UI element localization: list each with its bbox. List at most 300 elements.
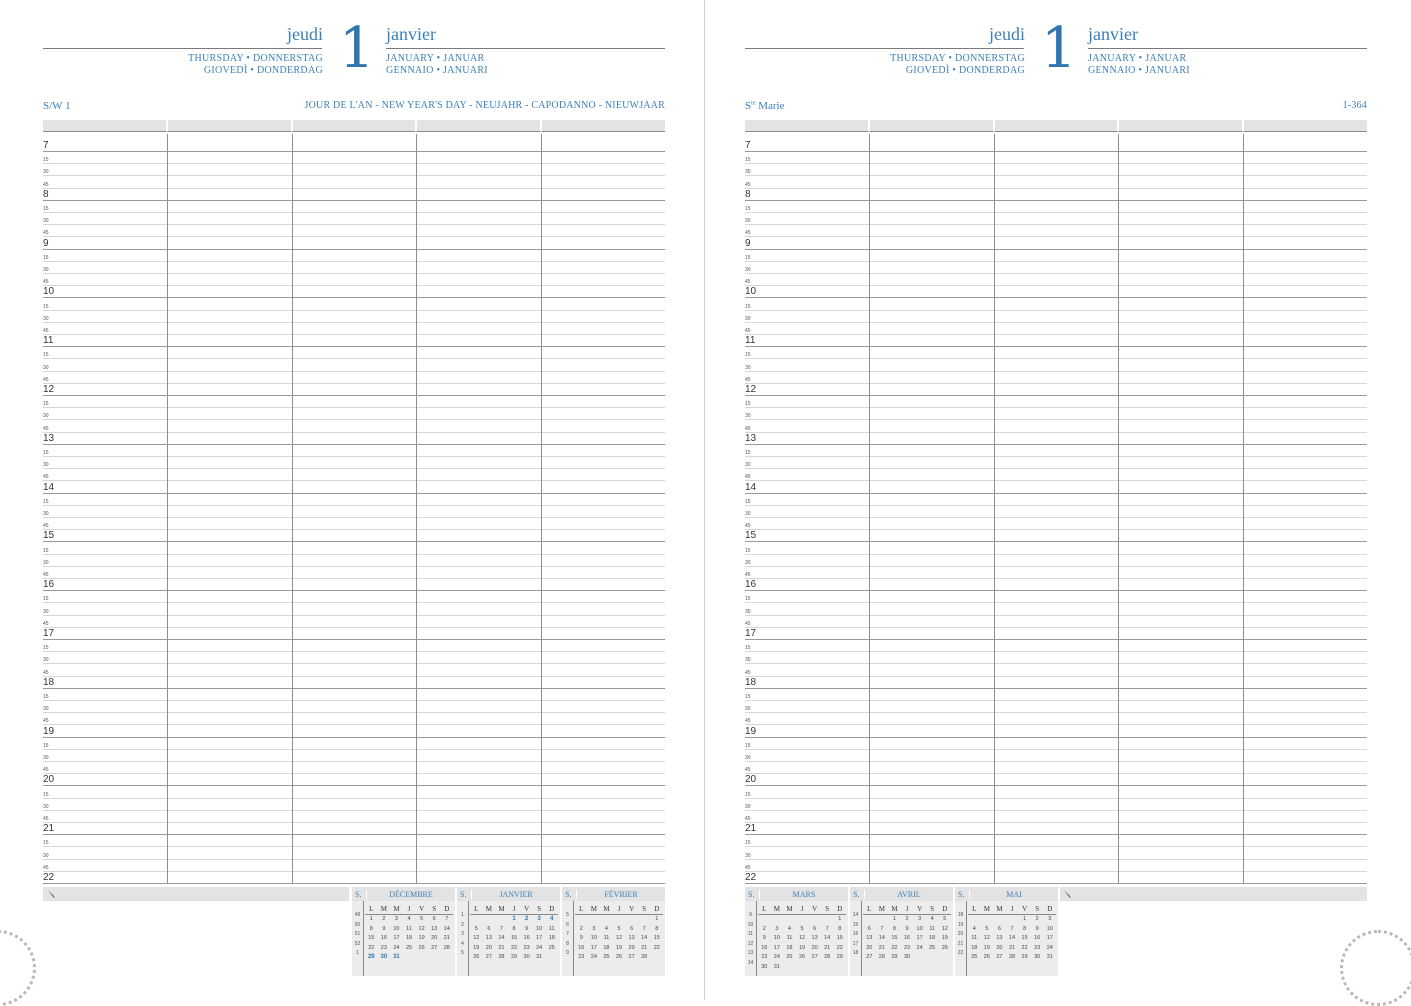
calendar-day[interactable] xyxy=(758,915,771,925)
quarter-label: 45 xyxy=(43,620,49,627)
calendar-day[interactable]: 12 xyxy=(615,935,623,941)
calendar-day[interactable]: 23 xyxy=(578,954,585,960)
calendar-day[interactable]: 17 xyxy=(590,944,597,951)
calendar-day[interactable]: 30 xyxy=(380,954,388,960)
calendar-day[interactable]: 23 xyxy=(380,944,387,951)
quarter-line xyxy=(745,676,1367,677)
calendar-day[interactable]: 2 xyxy=(1035,916,1039,922)
quarter-line xyxy=(43,163,665,164)
weekday-label: D xyxy=(1047,905,1053,913)
calendar-day[interactable]: 1 xyxy=(512,916,516,922)
calendar-day[interactable]: 30 xyxy=(523,954,530,960)
calendar-day[interactable]: 4 xyxy=(787,925,791,932)
calendar-day[interactable]: 28 xyxy=(641,954,648,960)
calendar-day[interactable]: 22 xyxy=(510,944,518,951)
hour-label: 10 xyxy=(43,286,55,298)
calendar-day[interactable]: 16 xyxy=(903,935,911,941)
calendar-day[interactable]: 15 xyxy=(653,935,660,941)
calendar-day[interactable]: 5 xyxy=(617,925,621,932)
calendar-day[interactable]: 21 xyxy=(1008,944,1016,951)
quarter-label: 45 xyxy=(745,328,751,334)
calendar-day[interactable]: 12 xyxy=(941,925,948,932)
calendar-day[interactable]: 5 xyxy=(985,925,989,932)
calendar-day[interactable]: 18 xyxy=(786,944,793,951)
quarter-label: 30 xyxy=(745,852,751,859)
calendar-day[interactable]: 19 xyxy=(798,944,806,951)
calendar-day[interactable]: 13 xyxy=(996,935,1003,941)
calendar-day[interactable]: 18 xyxy=(929,935,936,941)
hour-label: 7 xyxy=(43,140,49,151)
calendar-day[interactable]: 5 xyxy=(943,916,947,922)
calendar-day[interactable] xyxy=(415,953,428,963)
quarter-label: 45 xyxy=(745,474,751,481)
calendar-day[interactable]: 4 xyxy=(604,925,608,932)
calendar-day[interactable]: 12 xyxy=(798,935,806,941)
calendar-day[interactable]: 19 xyxy=(615,944,623,951)
calendar-day[interactable]: 3 xyxy=(775,925,779,932)
calendar-day[interactable]: 27 xyxy=(866,954,873,960)
calendar-day[interactable]: 27 xyxy=(628,954,635,960)
calendar-day[interactable]: 18 xyxy=(548,935,555,941)
calendar-day[interactable]: 10 xyxy=(1046,925,1053,932)
header-rule-right xyxy=(1088,48,1367,49)
calendar-day[interactable]: 28 xyxy=(498,954,505,960)
calendar-day[interactable]: 13 xyxy=(866,935,873,941)
calendar-day[interactable]: 25 xyxy=(786,954,793,960)
column-header xyxy=(1242,120,1367,132)
calendar-day[interactable]: 27 xyxy=(811,954,818,960)
quarter-label: 30 xyxy=(43,364,49,371)
calendar-day[interactable]: 10 xyxy=(393,925,400,932)
calendar-day[interactable] xyxy=(771,915,784,925)
column-divider xyxy=(869,134,870,884)
calendar-day[interactable]: 31 xyxy=(393,954,400,960)
calendar-day[interactable] xyxy=(808,915,821,925)
column-header xyxy=(291,120,416,132)
calendar-day[interactable]: 21 xyxy=(824,944,831,951)
quarter-line xyxy=(745,822,1367,823)
quarter-label: 30 xyxy=(43,608,49,615)
week-separator xyxy=(468,901,469,976)
hour-line xyxy=(745,590,1367,591)
calendar-day[interactable]: 30 xyxy=(1034,954,1041,960)
calendar-day[interactable]: 9 xyxy=(525,925,529,932)
calendar-day[interactable]: 6 xyxy=(997,925,1001,932)
calendar-day[interactable]: 29 xyxy=(367,954,375,960)
calendar-day[interactable] xyxy=(588,915,601,925)
calendar-day[interactable]: 18 xyxy=(405,935,413,941)
calendar-day[interactable]: 3 xyxy=(1048,916,1052,922)
calendar-day[interactable]: 10 xyxy=(536,925,543,932)
calendar-day[interactable]: 25 xyxy=(603,954,610,960)
quarter-line xyxy=(43,651,665,652)
calendar-day[interactable]: 1 xyxy=(655,916,659,922)
quarter-line xyxy=(43,578,665,579)
hour-label: 22 xyxy=(745,872,757,883)
calendar-day[interactable]: 4 xyxy=(407,916,411,922)
calendar-day[interactable]: 1 xyxy=(892,916,896,922)
calendar-day[interactable]: 6 xyxy=(432,916,436,922)
calendar-day[interactable]: 9 xyxy=(762,935,766,941)
calendar-day[interactable] xyxy=(495,915,508,925)
calendar-day[interactable]: 14 xyxy=(878,935,885,941)
quarter-line xyxy=(43,432,665,433)
calendar-day[interactable]: 7 xyxy=(825,925,829,932)
calendar-day[interactable] xyxy=(613,915,626,925)
quarter-label: 30 xyxy=(43,803,49,810)
schedule-grid[interactable] xyxy=(43,134,665,884)
calendar-day[interactable]: 5 xyxy=(800,925,804,932)
calendar-day[interactable]: 19 xyxy=(473,944,480,951)
calendar-day[interactable]: 13 xyxy=(431,925,438,932)
calendar-day[interactable] xyxy=(938,953,951,963)
quarter-label: 30 xyxy=(745,803,751,810)
calendar-day[interactable] xyxy=(428,953,441,963)
hour-line xyxy=(43,688,665,689)
calendar-day[interactable]: 11 xyxy=(603,935,610,941)
quarter-line xyxy=(43,712,665,713)
calendar-day[interactable]: 1 xyxy=(369,916,373,922)
calendar-day[interactable]: 31 xyxy=(536,954,543,960)
quarter-line xyxy=(745,188,1367,189)
pen-icon xyxy=(47,889,57,899)
calendar-day[interactable]: 13 xyxy=(811,935,818,941)
calendar-day[interactable]: 16 xyxy=(1034,935,1041,941)
calendar-day[interactable]: 31 xyxy=(1046,954,1053,960)
calendar-day[interactable]: 26 xyxy=(615,954,623,960)
calendar-day[interactable] xyxy=(833,963,846,973)
calendar-day[interactable]: 2 xyxy=(762,925,766,932)
quarter-line xyxy=(745,419,1367,420)
calendar-day[interactable]: 24 xyxy=(590,954,597,960)
calendar-day[interactable]: 22 xyxy=(653,944,660,951)
calendar-day[interactable] xyxy=(796,915,809,925)
weekday-label: L xyxy=(972,905,977,913)
calendar-day[interactable]: 15 xyxy=(1021,935,1028,941)
quarter-line xyxy=(43,517,665,518)
calendar-day[interactable]: 6 xyxy=(630,925,634,932)
calendar-day[interactable]: 25 xyxy=(548,944,555,951)
calendar-day[interactable]: 14 xyxy=(824,935,831,941)
calendar-week-row xyxy=(758,925,846,935)
week-number-cell: 5 xyxy=(461,950,464,956)
quarter-line xyxy=(745,212,1367,213)
calendar-day[interactable] xyxy=(440,953,453,963)
calendar-day[interactable]: 9 xyxy=(382,925,386,932)
calendar-day[interactable]: 4 xyxy=(930,916,934,922)
calendar-day[interactable] xyxy=(403,953,416,963)
hour-label: 16 xyxy=(43,579,55,591)
calendar-day[interactable]: 22 xyxy=(836,944,843,951)
calendar-day[interactable]: 12 xyxy=(983,935,990,941)
calendar-day[interactable]: 17 xyxy=(1046,935,1053,941)
calendar-day[interactable]: 11 xyxy=(406,925,412,932)
quarter-label: 45 xyxy=(43,328,49,334)
calendar-day[interactable]: 23 xyxy=(903,944,911,951)
calendar-day[interactable]: 29 xyxy=(891,954,898,960)
calendar-day[interactable]: 14 xyxy=(641,935,648,941)
calendar-day[interactable]: 17 xyxy=(393,935,400,941)
calendar-day[interactable]: 28 xyxy=(443,944,450,951)
week-number-cell: 8 xyxy=(566,940,569,947)
calendar-day[interactable]: 19 xyxy=(941,935,948,941)
calendar-week-row xyxy=(575,925,663,935)
hour-label: 8 xyxy=(745,188,751,200)
quarter-label: 15 xyxy=(43,352,49,359)
weekday-label: M xyxy=(891,905,898,913)
quarter-label: 30 xyxy=(745,169,751,176)
hour-line xyxy=(43,639,665,640)
calendar-day[interactable]: 29 xyxy=(1021,954,1028,960)
calendar-day[interactable]: 11 xyxy=(786,935,793,941)
calendar-day[interactable]: 26 xyxy=(473,954,480,960)
calendar-day[interactable]: 22 xyxy=(1021,944,1028,951)
calendar-day[interactable]: 20 xyxy=(866,944,873,951)
quarter-line xyxy=(43,700,665,701)
calendar-day[interactable]: 21 xyxy=(498,944,505,951)
calendar-day[interactable]: 15 xyxy=(836,935,843,941)
calendar-day[interactable]: 11 xyxy=(929,925,936,932)
calendar-day[interactable]: 17 xyxy=(536,935,543,941)
calendar-day[interactable]: 24 xyxy=(1046,944,1053,951)
calendar-day[interactable]: 3 xyxy=(592,925,596,932)
column-headers xyxy=(745,120,1367,132)
calendar-day[interactable]: 25 xyxy=(929,944,936,951)
calendar-day[interactable] xyxy=(783,915,796,925)
calendar-day[interactable]: 30 xyxy=(903,954,911,960)
hour-line xyxy=(745,249,1367,250)
week-separator xyxy=(573,901,574,976)
calendar-day[interactable]: 25 xyxy=(405,944,413,951)
calendar-day[interactable]: 20 xyxy=(628,944,635,951)
calendar-day[interactable]: 2 xyxy=(524,916,529,922)
calendar-day[interactable] xyxy=(575,915,588,925)
calendar-day[interactable]: 15 xyxy=(510,935,518,941)
calendar-day[interactable]: 28 xyxy=(878,954,885,960)
calendar-header xyxy=(562,887,665,901)
calendar-day[interactable] xyxy=(600,915,613,925)
schedule-grid[interactable] xyxy=(745,134,1367,884)
calendar-day[interactable]: 23 xyxy=(523,944,530,951)
calendar-day[interactable]: 22 xyxy=(891,944,898,951)
calendar-day[interactable]: 31 xyxy=(773,963,780,970)
week-number-cell: 2 xyxy=(461,921,464,928)
hour-line xyxy=(43,395,665,396)
calendar-day[interactable] xyxy=(796,963,809,973)
calendar-day[interactable] xyxy=(650,953,663,963)
calendar-day[interactable]: 9 xyxy=(1035,925,1039,932)
hour-label: 13 xyxy=(745,432,757,444)
calendar-day[interactable]: 6 xyxy=(813,925,817,932)
calendar-day[interactable]: 1 xyxy=(1023,916,1027,922)
calendar-day[interactable]: 21 xyxy=(878,944,885,951)
week-number-cell: 17 xyxy=(852,940,859,947)
hour-label: 14 xyxy=(745,481,757,493)
quarter-line xyxy=(745,627,1367,628)
calendar-day[interactable]: 26 xyxy=(798,954,806,960)
calendar-day[interactable] xyxy=(993,915,1006,925)
calendar-day[interactable]: 7 xyxy=(1010,925,1014,932)
month-translations xyxy=(1088,53,1190,77)
calendar-day[interactable]: 4 xyxy=(972,925,976,932)
calendar-day[interactable]: 3 xyxy=(537,916,541,922)
calendar-day[interactable] xyxy=(470,915,483,925)
calendar-day[interactable] xyxy=(981,915,994,925)
calendar-day[interactable]: 7 xyxy=(445,916,449,922)
calendar-day[interactable] xyxy=(821,963,834,973)
quarter-label: 45 xyxy=(43,279,49,286)
calendar-day[interactable]: 2 xyxy=(579,925,583,932)
calendar-day[interactable]: 14 xyxy=(1008,935,1016,941)
calendar-day[interactable]: 8 xyxy=(512,925,516,932)
quarter-line xyxy=(745,773,1367,774)
quarter-line xyxy=(745,285,1367,286)
calendar-day[interactable]: 16 xyxy=(523,935,530,941)
calendar-day[interactable]: 5 xyxy=(420,916,424,922)
calendar-day[interactable]: 7 xyxy=(880,925,884,932)
calendar-day[interactable]: 10 xyxy=(916,925,923,932)
calendar-day[interactable]: 17 xyxy=(773,944,780,951)
calendar-day[interactable]: 28 xyxy=(824,954,831,960)
week-number-cell: 4 xyxy=(461,940,464,947)
quarter-line xyxy=(43,273,665,274)
calendar-day[interactable]: 7 xyxy=(499,925,503,932)
calendar-day[interactable]: 15 xyxy=(891,935,898,941)
calendar-day[interactable]: 8 xyxy=(838,925,842,932)
weekday-label: M xyxy=(590,905,597,913)
calendar-day[interactable]: 17 xyxy=(916,935,923,941)
calendar-day[interactable]: 24 xyxy=(916,944,923,951)
calendar-day[interactable]: 14 xyxy=(443,925,450,932)
calendar-day[interactable]: 24 xyxy=(536,944,543,951)
calendar-day[interactable]: 6 xyxy=(487,925,491,932)
calendar-day[interactable]: 8 xyxy=(1023,925,1027,932)
calendar-day[interactable]: 8 xyxy=(892,925,896,932)
calendar-day[interactable] xyxy=(926,953,939,963)
calendar-day[interactable] xyxy=(968,915,981,925)
calendar-day[interactable]: 11 xyxy=(971,935,978,941)
week-abbrev: S. xyxy=(565,890,572,899)
weekday-label: S xyxy=(930,905,935,913)
calendar-day[interactable]: 2 xyxy=(905,916,909,922)
calendar-day[interactable]: 19 xyxy=(983,944,990,951)
hour-label: 13 xyxy=(43,432,55,444)
calendar-day[interactable]: 13 xyxy=(628,935,635,941)
calendar-day[interactable]: 27 xyxy=(431,944,438,951)
calendar-day[interactable]: 7 xyxy=(642,925,646,932)
saint-of-day xyxy=(745,100,784,112)
mini-calendar xyxy=(745,887,848,976)
calendar-day[interactable]: 24 xyxy=(393,944,400,951)
quarter-line xyxy=(745,810,1367,811)
calendar-day[interactable] xyxy=(625,915,638,925)
week-numbers xyxy=(850,902,861,959)
calendar-day[interactable]: 9 xyxy=(579,935,583,941)
calendar-header xyxy=(457,887,560,901)
calendar-day[interactable]: 20 xyxy=(431,935,438,941)
calendar-day[interactable]: 9 xyxy=(905,925,909,932)
calendar-day[interactable]: 5 xyxy=(474,925,478,932)
calendar-day[interactable]: 4 xyxy=(550,916,554,922)
calendar-day[interactable]: 30 xyxy=(761,963,768,970)
calendar-day[interactable]: 20 xyxy=(811,944,818,951)
calendar-day[interactable]: 12 xyxy=(418,925,425,932)
calendar-day[interactable] xyxy=(913,953,926,963)
calendar-day[interactable]: 26 xyxy=(983,954,990,960)
calendar-day[interactable]: 14 xyxy=(498,935,505,941)
calendar-day[interactable] xyxy=(545,953,558,963)
week-separator xyxy=(756,901,757,976)
calendar-day[interactable]: 8 xyxy=(369,925,373,932)
calendar-day[interactable]: 28 xyxy=(1008,954,1016,960)
calendar-day[interactable]: 23 xyxy=(761,954,768,960)
calendar-day[interactable]: 22 xyxy=(368,944,375,951)
calendar-day[interactable]: 24 xyxy=(773,954,780,960)
calendar-day[interactable]: 6 xyxy=(867,925,871,932)
calendar-day[interactable]: 3 xyxy=(394,916,398,922)
calendar-day[interactable]: 3 xyxy=(918,916,922,922)
calendar-day[interactable] xyxy=(863,915,876,925)
calendar-day[interactable]: 10 xyxy=(773,935,780,941)
calendar-day[interactable]: 26 xyxy=(941,944,948,951)
calendar-day[interactable]: 27 xyxy=(996,954,1003,960)
calendar-day[interactable] xyxy=(783,963,796,973)
calendar-day[interactable]: 18 xyxy=(971,944,978,951)
calendar-day[interactable]: 8 xyxy=(655,925,659,932)
quarter-label: 15 xyxy=(745,401,751,408)
calendar-day[interactable]: 23 xyxy=(1034,944,1041,951)
quarter-label: 45 xyxy=(43,523,49,530)
calendar-day[interactable] xyxy=(1006,915,1019,925)
calendar-day[interactable]: 18 xyxy=(603,944,610,951)
calendar-day[interactable]: 26 xyxy=(418,944,425,951)
day-translation-line: THURSDAY • DONNERSTAG xyxy=(188,53,323,64)
hour-line xyxy=(745,395,1367,396)
calendar-day[interactable]: 2 xyxy=(382,916,386,922)
calendar-day[interactable]: 25 xyxy=(971,954,978,960)
calendar-day[interactable] xyxy=(483,915,496,925)
weekday-label: M xyxy=(485,905,492,913)
calendar-day[interactable]: 11 xyxy=(548,925,555,932)
calendar-day[interactable]: 13 xyxy=(485,935,492,941)
calendar-day[interactable]: 20 xyxy=(996,944,1003,951)
calendar-day[interactable]: 21 xyxy=(641,944,648,951)
quarter-label: 45 xyxy=(43,767,49,774)
calendar-day[interactable]: 16 xyxy=(761,944,768,951)
calendar-day[interactable] xyxy=(808,963,821,973)
weekday-label: L xyxy=(474,905,479,913)
calendar-week-row xyxy=(758,963,846,973)
calendar-day[interactable]: 29 xyxy=(510,954,518,960)
calendar-day[interactable]: 19 xyxy=(418,935,425,941)
calendar-day[interactable]: 21 xyxy=(443,935,450,941)
weekday-label: D xyxy=(549,905,555,913)
calendar-day[interactable]: 15 xyxy=(368,935,375,941)
calendar-day[interactable] xyxy=(821,915,834,925)
calendar-day[interactable]: 27 xyxy=(485,954,492,960)
calendar-day[interactable]: 16 xyxy=(380,935,387,941)
calendar-day[interactable]: 20 xyxy=(485,944,492,951)
calendar-day[interactable]: 29 xyxy=(836,954,843,960)
weekday-label: J xyxy=(800,905,804,913)
quarter-line xyxy=(745,163,1367,164)
calendar-day[interactable] xyxy=(876,915,889,925)
calendar-day[interactable]: 12 xyxy=(473,935,480,941)
calendar-day[interactable] xyxy=(638,915,651,925)
calendar-day[interactable]: 1 xyxy=(838,916,842,922)
calendar-day[interactable]: 10 xyxy=(590,935,597,941)
calendar-day[interactable]: 16 xyxy=(578,944,585,951)
